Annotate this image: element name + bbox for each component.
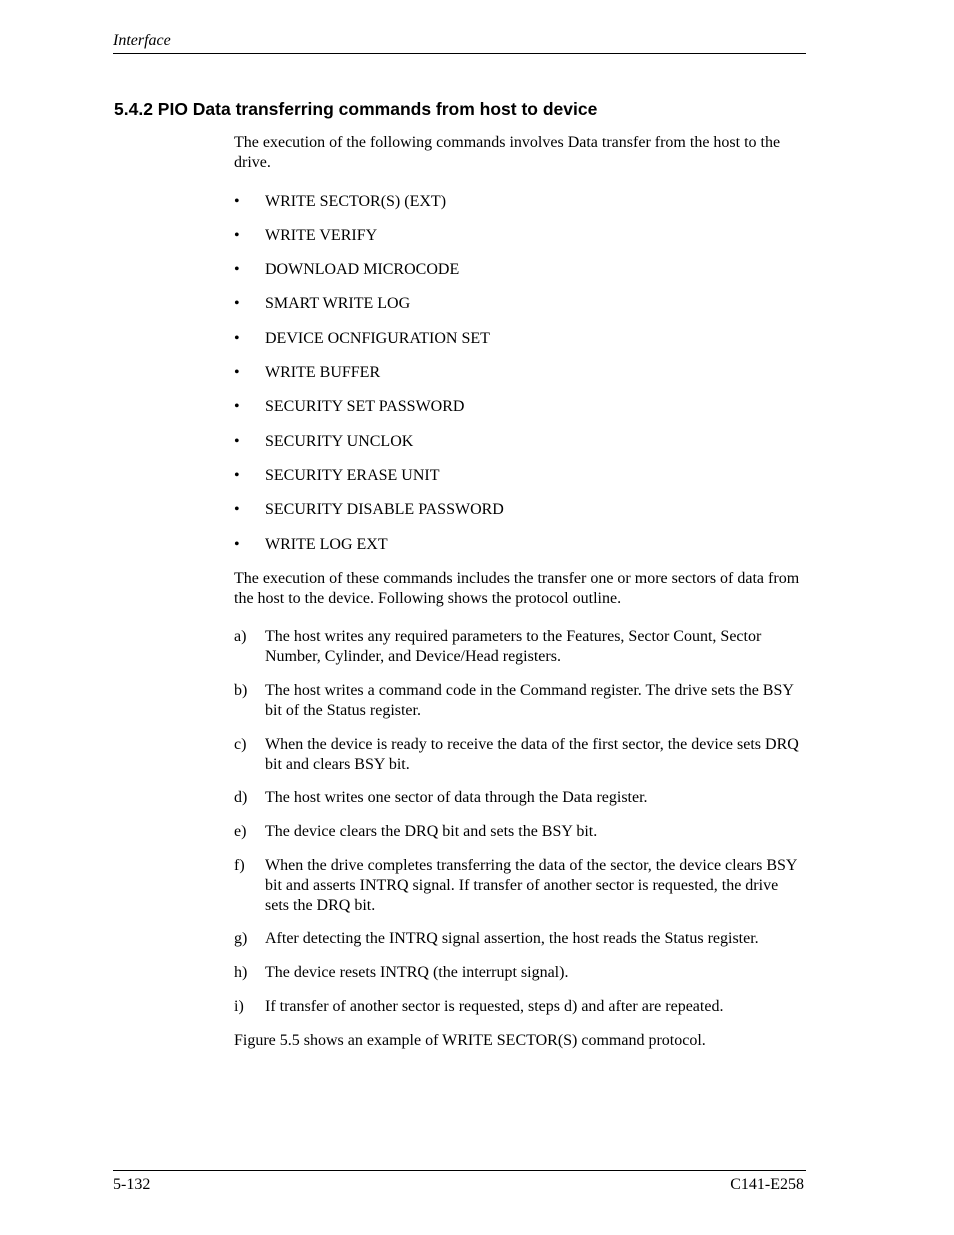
bullet-icon: •: [234, 398, 240, 415]
step-label: g): [234, 930, 248, 947]
command-name: WRITE LOG EXT: [265, 536, 388, 553]
protocol-intro-paragraph: The execution of these commands includes the transfer one or more sectors of data from the host to the device. Following shows the protocol outline.: [234, 570, 800, 607]
step-text: When the device is ready to receive the data of the first sector, the device sets DRQ bit and clears BSY bit.: [265, 736, 799, 773]
page-number: 5-132: [113, 1176, 151, 1193]
command-name: DEVICE OCNFIGURATION SET: [265, 330, 490, 347]
running-header: Interface: [113, 32, 171, 49]
step-text: When the drive completes transferring the data of the sector, the device clears BSY bit and asserts INTRQ signal. If transfer of another sector is requested, the drive sets the DRQ bit.: [265, 857, 797, 914]
command-name: SECURITY DISABLE PASSWORD: [265, 501, 504, 518]
bullet-icon: •: [234, 330, 240, 347]
intro-paragraph: The execution of the following commands involves Data transfer from the host to the drive.: [234, 134, 781, 171]
bullet-icon: •: [234, 295, 240, 312]
bullet-icon: •: [234, 193, 240, 210]
header-rule: [113, 53, 806, 54]
bullet-icon: •: [234, 364, 240, 381]
step-label: a): [234, 628, 247, 645]
step-label: c): [234, 736, 247, 753]
step-text: The host writes any required parameters to the Features, Sector Count, Sector Number, Cylinder, and Device/Head registers.: [265, 628, 762, 665]
step-text: The host writes a command code in the Command register. The drive sets the BSY bit of the Status register.: [265, 682, 794, 719]
section-heading: 5.4.2 PIO Data transferring commands from host to device: [114, 99, 598, 119]
bullet-icon: •: [234, 227, 240, 244]
step-label: f): [234, 857, 245, 874]
command-name: WRITE VERIFY: [265, 227, 378, 244]
step-label: h): [234, 964, 248, 981]
bullet-icon: •: [234, 467, 240, 484]
step-text: The device resets INTRQ (the interrupt signal).: [265, 964, 569, 981]
bullet-icon: •: [234, 261, 240, 278]
step-text: The host writes one sector of data through the Data register.: [265, 789, 648, 806]
closing-paragraph: Figure 5.5 shows an example of WRITE SECTOR(S) command protocol.: [234, 1032, 706, 1049]
command-name: SECURITY UNCLOK: [265, 433, 414, 450]
step-label: e): [234, 823, 247, 840]
step-label: i): [234, 998, 244, 1015]
command-name: DOWNLOAD MICROCODE: [265, 261, 460, 278]
command-name: SECURITY ERASE UNIT: [265, 467, 440, 484]
bullet-icon: •: [234, 433, 240, 450]
step-label: b): [234, 682, 248, 699]
command-name: SECURITY SET PASSWORD: [265, 398, 465, 415]
footer-rule: [113, 1170, 806, 1171]
step-label: d): [234, 789, 248, 806]
document-id: C141-E258: [730, 1176, 804, 1193]
bullet-icon: •: [234, 501, 240, 518]
step-text: The device clears the DRQ bit and sets the BSY bit.: [265, 823, 598, 840]
command-name: WRITE BUFFER: [265, 364, 381, 381]
command-name: SMART WRITE LOG: [265, 295, 411, 312]
step-text: After detecting the INTRQ signal assertion, the host reads the Status register.: [265, 930, 759, 947]
step-text: If transfer of another sector is requested, steps d) and after are repeated.: [265, 998, 724, 1015]
command-name: WRITE SECTOR(S) (EXT): [265, 193, 447, 210]
bullet-icon: •: [234, 536, 240, 553]
